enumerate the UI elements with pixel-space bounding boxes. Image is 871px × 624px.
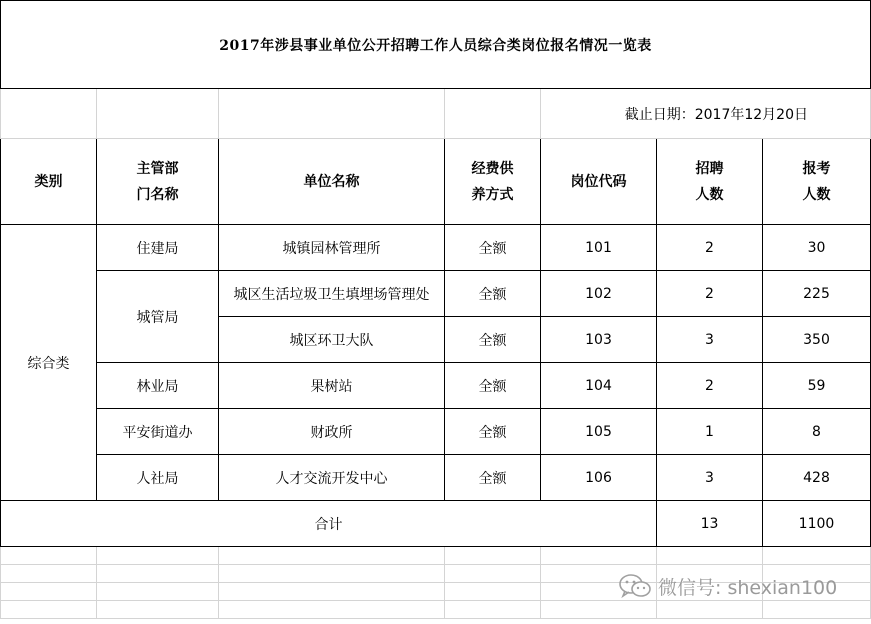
dept-cell: 林业局	[97, 363, 219, 409]
header-funding: 经费供 养方式	[445, 139, 541, 225]
total-label: 合计	[1, 501, 657, 547]
blank-cell	[445, 565, 541, 583]
cutoff-date: 截止日期：2017年12月20日	[541, 89, 871, 139]
table-row	[1, 455, 871, 501]
blank-cell	[97, 583, 219, 601]
code-cell: 102	[541, 271, 657, 317]
hire-cell: 2	[657, 271, 763, 317]
total-hire: 13	[657, 501, 763, 547]
funding-cell: 全额	[445, 225, 541, 271]
funding-cell: 全额	[445, 363, 541, 409]
blank-cell	[445, 583, 541, 601]
header-hire: 招聘 人数	[657, 139, 763, 225]
code-cell: 101	[541, 225, 657, 271]
total-row	[1, 501, 871, 547]
blank-cell	[445, 547, 541, 565]
blank-cell	[657, 547, 763, 565]
code-cell: 105	[541, 409, 657, 455]
applicants-cell: 30	[763, 225, 871, 271]
dept-cell: 平安街道办	[97, 409, 219, 455]
blank-cell	[445, 601, 541, 619]
blank-cell	[219, 583, 445, 601]
dept-cell: 住建局	[97, 225, 219, 271]
blank-cell	[219, 89, 445, 139]
unit-cell: 城区环卫大队	[219, 317, 445, 363]
unit-cell: 果树站	[219, 363, 445, 409]
hire-cell: 3	[657, 317, 763, 363]
header-unit: 单位名称	[219, 139, 445, 225]
funding-cell: 全额	[445, 317, 541, 363]
header-applicants: 报考 人数	[763, 139, 871, 225]
blank-cell	[657, 601, 763, 619]
blank-cell	[219, 601, 445, 619]
code-cell: 103	[541, 317, 657, 363]
watermark-text: 微信号: shexian100	[658, 576, 838, 599]
header-code: 岗位代码	[541, 139, 657, 225]
dept-cell: 人社局	[97, 455, 219, 501]
dept-cell: 城管局	[97, 271, 219, 363]
table-row	[1, 363, 871, 409]
applicants-cell: 428	[763, 455, 871, 501]
blank-cell	[541, 547, 657, 565]
hire-cell: 3	[657, 455, 763, 501]
blank-cell	[763, 547, 871, 565]
hire-cell: 2	[657, 225, 763, 271]
watermark	[618, 572, 837, 600]
blank-cell	[1, 601, 97, 619]
applicants-cell: 350	[763, 317, 871, 363]
blank-cell	[219, 547, 445, 565]
applicants-cell: 59	[763, 363, 871, 409]
table-row	[1, 271, 871, 317]
blank-cell	[97, 89, 219, 139]
total-applicants: 1100	[763, 501, 871, 547]
header-category: 类别	[1, 139, 97, 225]
unit-cell: 财政所	[219, 409, 445, 455]
blank-cell	[763, 601, 871, 619]
code-cell: 104	[541, 363, 657, 409]
blank-cell	[1, 547, 97, 565]
blank-cell	[97, 565, 219, 583]
hire-cell: 2	[657, 363, 763, 409]
table-row	[1, 225, 871, 271]
code-cell: 106	[541, 455, 657, 501]
blank-cell	[1, 89, 97, 139]
funding-cell: 全额	[445, 271, 541, 317]
applicants-cell: 225	[763, 271, 871, 317]
page-title: 2017年涉县事业单位公开招聘工作人员综合类岗位报名情况一览表	[1, 1, 871, 89]
unit-cell: 人才交流开发中心	[219, 455, 445, 501]
blank-cell	[445, 89, 541, 139]
blank-cell	[97, 547, 219, 565]
blank-cell	[1, 565, 97, 583]
applicants-cell: 8	[763, 409, 871, 455]
blank-cell	[219, 565, 445, 583]
unit-cell: 城镇园林管理所	[219, 225, 445, 271]
category-cell: 综合类	[1, 225, 97, 501]
blank-cell	[97, 601, 219, 619]
blank-cell	[1, 583, 97, 601]
funding-cell: 全额	[445, 455, 541, 501]
header-department: 主管部 门名称	[97, 139, 219, 225]
table-row	[1, 409, 871, 455]
wechat-icon	[618, 573, 652, 599]
unit-cell: 城区生活垃圾卫生填埋场管理处	[219, 271, 445, 317]
blank-cell	[541, 601, 657, 619]
funding-cell: 全额	[445, 409, 541, 455]
hire-cell: 1	[657, 409, 763, 455]
